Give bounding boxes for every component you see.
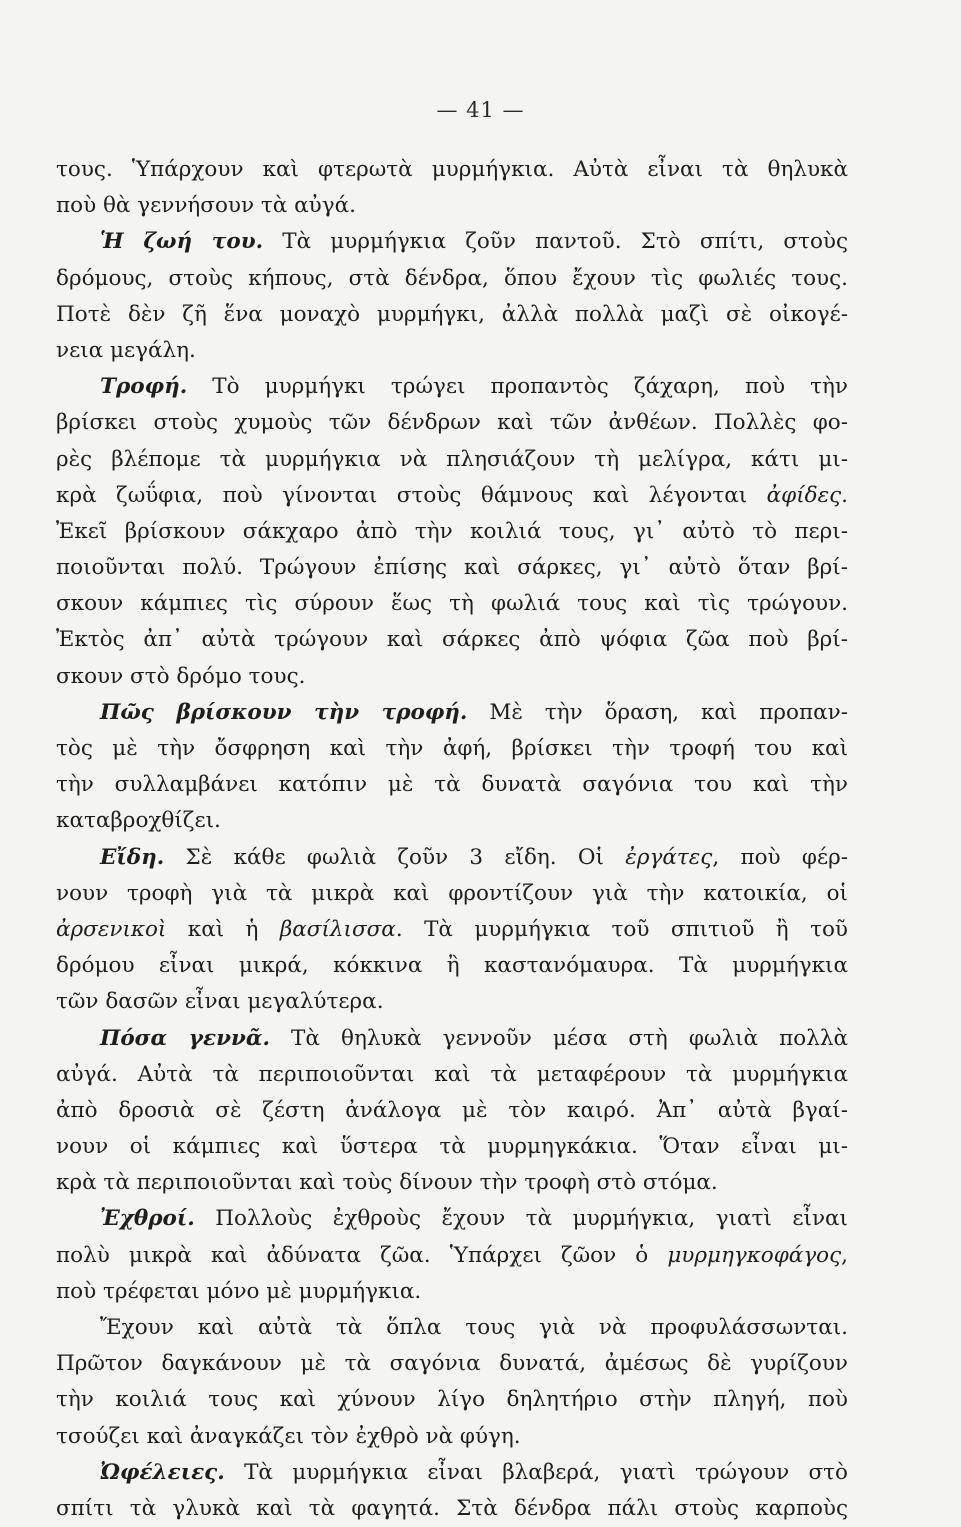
text-line — [56, 948, 848, 984]
text-span: . Τὰ μυρμήγκια τοῦ σπιτιοῦ ἢ τοῦ — [395, 916, 848, 942]
text-line — [56, 478, 848, 514]
text-span: Ἐκτὸς ἀπ᾿ αὐτὰ τρώγουν καὶ σάρκες ἀπὸ ψόφια ζῶα ποὺ βρί- — [56, 627, 848, 653]
text-span: Τὰ μυρμήγκια ζοῦν παντοῦ. Στὸ σπίτι, στοὺς — [263, 229, 848, 255]
text-line — [56, 261, 848, 297]
text-span: τὴν συλλαμβάνει κατόπιν μὲ τὰ δυνατὰ σαγόνια του καὶ τὴν — [56, 772, 848, 798]
text-span: , — [841, 1242, 848, 1268]
text-span: νουν τροφὴ γιὰ τὰ μικρὰ καὶ φροντίζουν γιὰ τὴν κατοικία, οἱ — [56, 880, 848, 906]
text-span: τῶν δασῶν εἶναι μεγαλύτερα. — [56, 989, 384, 1015]
text-span: σκουν κάμπιες τὶς σύρουν ἕως τὴ φωλιά τους καὶ τὶς τρώγουν. — [56, 591, 848, 617]
section-heading: Ὠφέλειες. — [100, 1459, 225, 1485]
section-heading: Ἐχθροί. — [100, 1206, 195, 1232]
section-heading: Πόσα γεννᾶ. — [100, 1025, 270, 1051]
text-span: Πρῶτον δαγκάνουν μὲ τὰ σαγόνια δυνατά, ἀμέσως δὲ γυρίζουν — [56, 1351, 848, 1377]
text-line — [56, 767, 848, 803]
text-span: ποὺ θὰ γεννήσουν τὰ αὐγά. — [56, 193, 356, 219]
text-line — [56, 803, 848, 839]
text-line — [56, 876, 848, 912]
text-line — [56, 405, 848, 441]
section-heading: Πῶς βρίσκουν τὴν τροφή. — [100, 699, 468, 725]
text-span: ρὲς βλέπομε τὰ μυρμήγκια νὰ πλησιάζουν τὴ μελίγρα, κάτι μι- — [56, 446, 848, 472]
text-line — [56, 622, 848, 658]
text-span: ποὺ τρέφεται μόνο μὲ μυρμήγκια. — [56, 1278, 422, 1304]
text-span: ποιοῦνται πολύ. Τρώγουν ἐπίσης καὶ σάρκες, γι᾿ αὐτὸ ὅταν βρί- — [56, 555, 848, 581]
text-line — [56, 514, 848, 550]
text-line — [56, 659, 848, 695]
text-line — [56, 1310, 848, 1346]
text-span: τὸς μὲ τὴν ὄσφρηση καὶ τὴν ἀφή, βρίσκει τὴν τροφή του καὶ — [56, 736, 848, 761]
text-span: σκουν στὸ δρόμο τους. — [56, 663, 306, 689]
text-span: Τὸ μυρμήγκι τρώγει προπαντὸς ζάχαρη, ποὺ τὴν — [187, 374, 848, 400]
section-heading: Τροφή. — [100, 374, 188, 400]
text-span: κρὰ τὰ περιποιοῦνται καὶ τοὺς δίνουν τὴν τροφὴ στὸ στόμα. — [56, 1170, 718, 1196]
text-span: τσούζει καὶ ἀναγκάζει τὸν ἐχθρὸ νὰ φύγη. — [56, 1423, 521, 1449]
text-line — [56, 731, 848, 767]
text-line — [56, 1455, 848, 1491]
text-line — [56, 333, 848, 369]
text-span: ἀπὸ δροσιὰ σὲ ζέστη ἀνάλογα μὲ τὸν καιρό. Ἀπ᾿ αὐτὰ βγαί- — [56, 1097, 848, 1123]
text-line — [56, 188, 848, 224]
text-line — [56, 984, 848, 1020]
text-span: καὶ ἡ — [166, 916, 280, 942]
text-span: Ἔχουν καὶ αὐτὰ τὰ ὅπλα τους γιὰ νὰ προφυλάσσωνται. — [100, 1315, 848, 1340]
text-line — [56, 152, 848, 188]
text-span: αὐγά. Αὐτὰ τὰ περιποιοῦνται καὶ τὰ μεταφέρουν τὰ μυρμήγκια — [56, 1061, 848, 1087]
italic-term: βασίλισσα — [279, 916, 396, 942]
text-span: , ποὺ φέρ- — [712, 844, 848, 870]
text-line — [56, 442, 848, 478]
text-span: δρόμους, στοὺς κήπους, στὰ δένδρα, ὅπου ἔχουν τὶς φωλιές τους. — [56, 265, 848, 291]
text-line — [56, 1346, 848, 1382]
text-line — [56, 1382, 848, 1418]
text-span: Ἐκεῖ βρίσκουν σάκχαρο ἀπὸ τὴν κοιλιά τους, γι᾿ αὐτὸ τὸ περι- — [56, 518, 848, 544]
text-span: σπίτι τὰ γλυκὰ καὶ τὰ φαγητά. Στὰ δένδρα πάλι στοὺς καρποὺς — [56, 1495, 848, 1521]
text-span: . — [841, 482, 848, 508]
text-span: κρὰ ζωΰφια, ποὺ γίνονται στοὺς θάμνους καὶ λέγονται — [56, 482, 767, 508]
page-number: — 41 — — [436, 98, 525, 122]
italic-term: ἐργάτες — [625, 844, 713, 870]
italic-term: ἀρσενικοὶ — [56, 916, 167, 942]
text-line — [56, 1491, 848, 1527]
text-span: βρίσκει στοὺς χυμοὺς τῶν δένδρων καὶ τῶν ἀνθέων. Πολλὲς φο- — [56, 410, 848, 436]
text-span: Τὰ μυρμήγκια εἶναι βλαβερά, γιατὶ τρώγουν στὸ — [224, 1459, 848, 1485]
section-heading: Εἴδη. — [100, 844, 165, 870]
text-span: καταβροχθίζει. — [56, 808, 221, 834]
text-line — [56, 1274, 848, 1310]
text-span: τὴν κοιλιά τους καὶ χύνουν λίγο δηλητήριο στὴν πληγή, ποὺ — [56, 1387, 848, 1413]
text-line — [56, 1129, 848, 1165]
text-line — [56, 1057, 848, 1093]
text-line — [56, 1165, 848, 1201]
text-line — [56, 1201, 848, 1237]
text-line — [56, 1021, 848, 1057]
text-span: Ποτὲ δὲν ζῆ ἕνα μοναχὸ μυρμήγκι, ἀλλὰ πολλὰ μαζὶ σὲ οἰκογέ- — [56, 301, 848, 327]
italic-term: ἀφίδες — [766, 482, 842, 508]
text-span: Μὲ τὴν ὅραση, καὶ προπαν- — [467, 699, 848, 725]
section-heading: Ἡ ζωή του. — [100, 229, 264, 255]
text-line — [56, 695, 848, 731]
text-line — [56, 912, 848, 948]
text-span: δρόμου εἶναι μικρά, κόκκινα ἢ καστανόμαυρα. Τὰ μυρμήγκια — [56, 953, 848, 979]
text-span: νεια μεγάλη. — [56, 337, 196, 363]
text-span: Τὰ θηλυκὰ γεννοῦν μέσα στὴ φωλιὰ πολλὰ — [269, 1025, 848, 1051]
text-line — [56, 224, 848, 260]
text-line — [56, 586, 848, 622]
text-line — [56, 840, 848, 876]
italic-term: μυρμηγκοφάγος — [667, 1242, 842, 1268]
text-span: Σὲ κάθε φωλιὰ ζοῦν 3 εἴδη. Οἱ — [164, 844, 626, 870]
body-text — [56, 152, 848, 1527]
text-span: πολὺ μικρὰ καὶ ἀδύνατα ζῶα. Ὑπάρχει ζῶον ὁ — [56, 1242, 668, 1268]
text-span: νουν οἱ κάμπιες καὶ ὕστερα τὰ μυρμηγκάκια. Ὅταν εἶναι μι- — [56, 1134, 848, 1160]
text-line — [56, 297, 848, 333]
text-line — [56, 1419, 848, 1455]
text-line — [56, 1238, 848, 1274]
text-line — [56, 1093, 848, 1129]
text-span: τους. Ὑπάρχουν καὶ φτερωτὰ μυρμήγκια. Αὐτὰ εἶναι τὰ θηλυκὰ — [56, 157, 848, 182]
text-line — [56, 550, 848, 586]
text-line — [56, 369, 848, 405]
text-span: Πολλοὺς ἐχθροὺς ἔχουν τὰ μυρμήγκια, γιατὶ εἶναι — [194, 1206, 848, 1232]
